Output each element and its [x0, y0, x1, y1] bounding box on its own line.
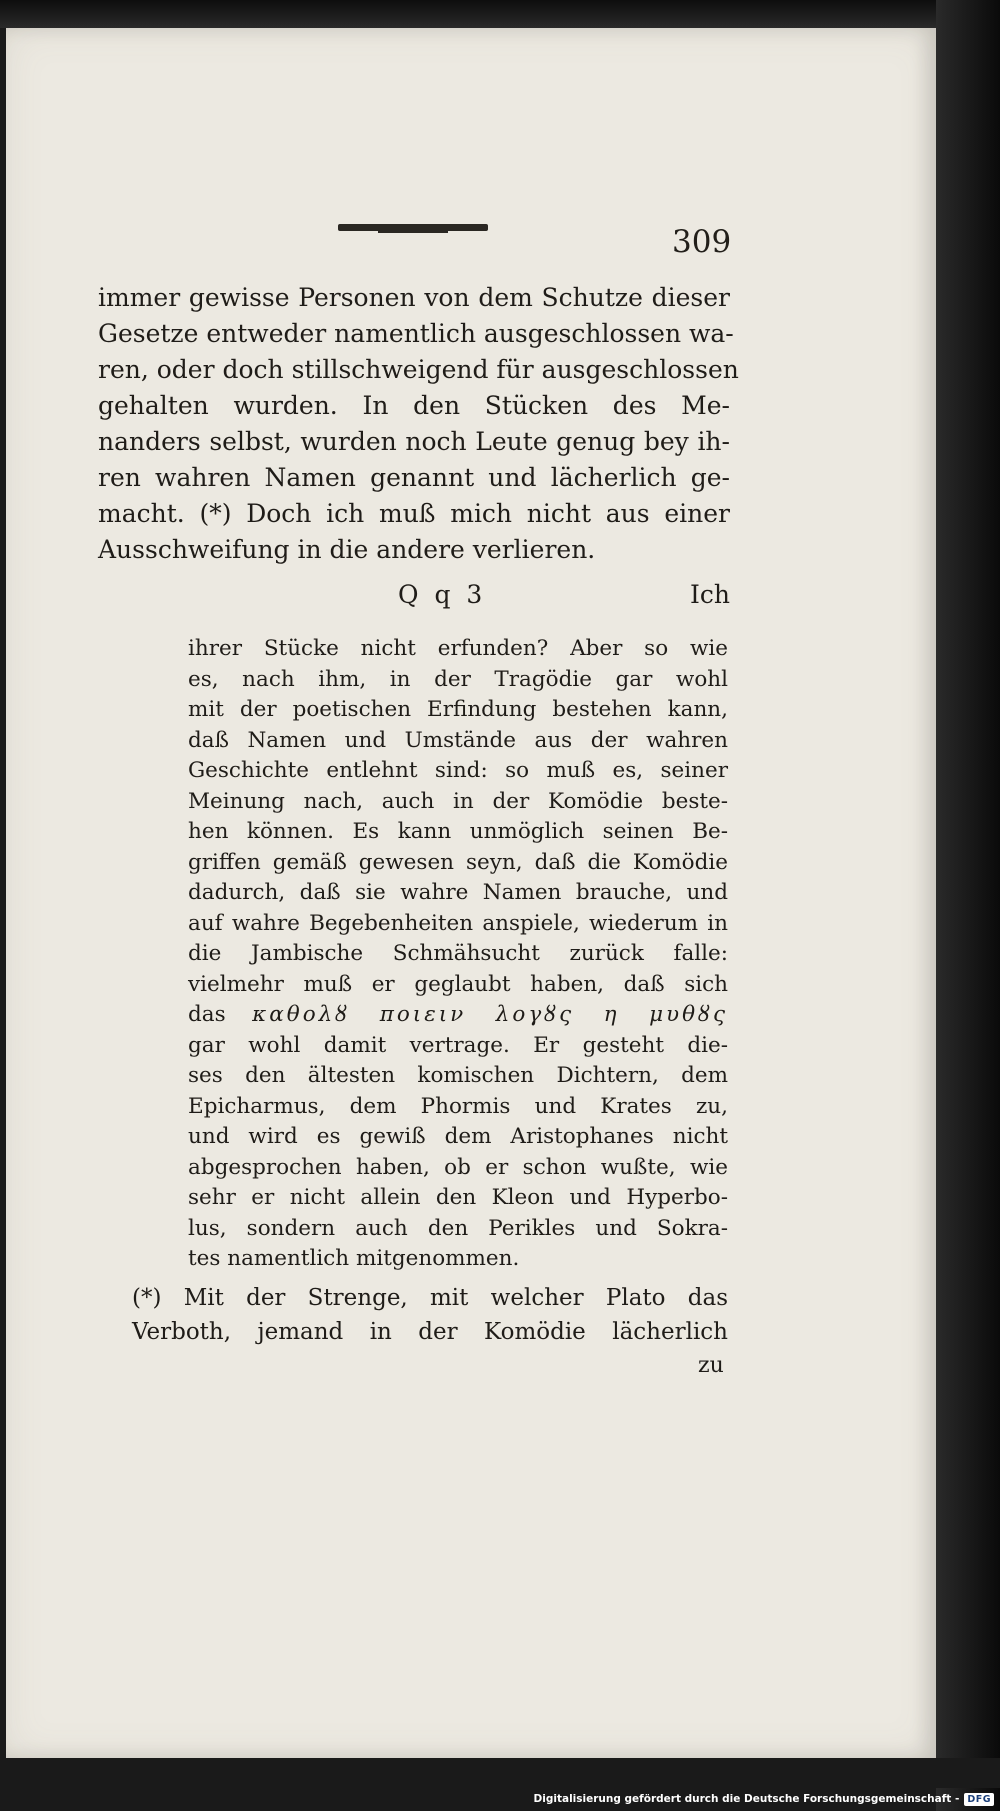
quoted-block [188, 634, 728, 1275]
footnote [132, 1281, 728, 1349]
quote-line: daß Namen und Umstände aus der wahren [188, 727, 728, 753]
main-text-line: ren wahren Namen genannt und lächerlich ge- [98, 463, 730, 492]
main-text-line: nanders selbst, wurden noch Leute genug bey ih- [98, 427, 730, 456]
dfg-logo: DFG [964, 1793, 994, 1806]
quote-greek-line [188, 1000, 728, 1031]
quote-line: Epicharmus, dem Phormis und Krates zu, [188, 1093, 728, 1119]
quote-line: ses den ältesten komischen Dichtern, dem [188, 1063, 728, 1088]
quote-line: auf wahre Begebenheiten anspiele, wiederum in [188, 910, 728, 936]
quote-line: griffen gemäß gewesen seyn, daß die Komödie [188, 849, 728, 875]
quote-line: ihrer Stücke nicht erfunden? Aber so wie [188, 636, 728, 661]
quote-line: mit der poetischen Erfindung bestehen kann, [188, 697, 728, 722]
catchword: Ich [690, 580, 730, 609]
quote-line: lus, sondern auch den Perikles und Sokra- [188, 1215, 728, 1241]
quote-line: vielmehr muß er geglaubt haben, daß sich [188, 971, 728, 997]
quote-line: es, nach ihm, in der Tragödie gar wohl [188, 666, 728, 692]
scan-right-shadow [936, 0, 1000, 1811]
page-number: 309 [672, 224, 732, 260]
quote-line: sehr er nicht allein den Kleon und Hyperbo- [188, 1185, 728, 1210]
digitization-credit [534, 1790, 994, 1808]
signature-mark: Q q 3 [398, 580, 487, 609]
scan-bottom-edge [0, 1758, 1000, 1788]
header-rule [338, 224, 488, 231]
footnote-catchword: zu [698, 1353, 724, 1378]
quote-line: und wird es gewiß dem Aristophanes nicht [188, 1124, 728, 1149]
quote-line: Geschichte entlehnt sind: so muß es, seiner [188, 758, 728, 783]
book-page [6, 28, 936, 1758]
main-text-line: gehalten wurden. In den Stücken des Me- [98, 391, 730, 420]
signature-row [98, 580, 730, 620]
quote-line: abgesprochen haben, ob er schon wußte, wie [188, 1154, 728, 1180]
main-text-line: Gesetze entweder namentlich ausgeschlossen wa- [98, 319, 734, 348]
quote-line: Meinung nach, auch in der Komödie beste- [188, 788, 728, 814]
main-text [98, 280, 739, 568]
greek-lead-word: das [188, 1002, 226, 1027]
quote-line: dadurch, daß sie wahre Namen brauche, und [188, 880, 728, 905]
quote-line: gar wohl damit vertrage. Er gesteht die- [188, 1032, 728, 1058]
footnote-line: (*) Mit der Strenge, mit welcher Plato das [132, 1285, 728, 1311]
quote-line: tes namentlich mitgenommen. [188, 1246, 520, 1271]
quote-line: hen können. Es kann unmöglich seinen Be- [188, 819, 728, 844]
scan-top-edge [0, 0, 1000, 28]
main-text-line: immer gewisse Personen von dem Schutze dieser [98, 283, 730, 312]
main-text-line: Ausschweifung in die andere verlieren. [98, 535, 596, 564]
main-text-line: macht. (*) Doch ich muß mich nicht aus einer [98, 499, 730, 528]
credit-text: Digitalisierung gefördert durch die Deutsche Forschungsgemeinschaft - [533, 1793, 960, 1805]
quote-line: die Jambische Schmähsucht zurück falle: [188, 941, 728, 966]
greek-quotation: καθολȣ ποιειν λογȣς η μυθȣς [252, 1002, 728, 1027]
main-text-line: ren, oder doch stillschweigend für ausgeschlossen [98, 355, 739, 384]
footnote-line: Verboth, jemand in der Komödie lächerlich [132, 1319, 728, 1345]
